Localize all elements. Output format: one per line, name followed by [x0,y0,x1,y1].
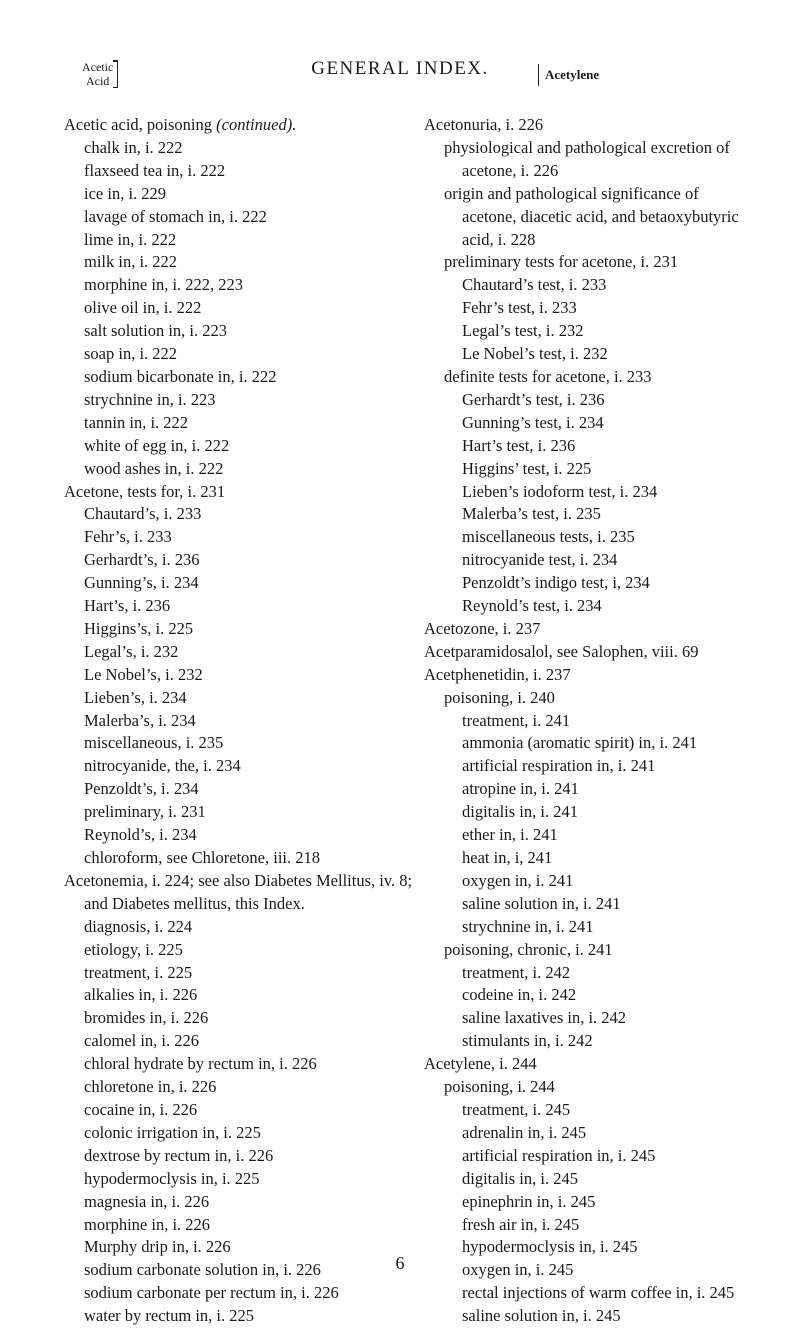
index-entry [424,710,756,733]
index-entry [64,1099,416,1122]
index-entry-text: Legal’s test, i. 232 [462,321,584,341]
index-entry [64,595,416,618]
index-entry [64,389,416,412]
index-entry [424,962,756,985]
index-entry-text: treatment, i. 225 [84,962,193,982]
index-entry-text: olive oil in, i. 222 [84,298,202,318]
index-entry [64,1305,416,1328]
index-entry [424,618,756,641]
index-entry-text: adrenalin in, i. 245 [462,1122,587,1142]
index-entry [64,526,416,549]
index-entry [424,916,756,939]
index-entry [424,1305,756,1328]
index-entry-text: poisoning, i. 244 [444,1077,555,1097]
index-entry-text: preliminary, i. 231 [84,802,206,822]
index-entry [424,641,756,664]
index-entry [64,687,416,710]
index-entry-text: sodium carbonate per rectum in, i. 226 [84,1283,339,1303]
guide-word-left-line2: Acid [85,74,110,88]
index-entry-text: Acetonemia, i. 224; see also Diabetes Mellitus, iv. 8; and Diabetes mellitus, this Index. [64,870,413,913]
index-entry-text: Le Nobel’s, i. 232 [84,664,203,684]
index-entry [64,618,416,641]
running-title: GENERAL INDEX. [311,58,489,79]
index-entry-text: tannin in, i. 222 [84,412,189,432]
index-entry-text: magnesia in, i. 226 [84,1191,210,1211]
index-entry [424,137,756,183]
index-entry [424,1191,756,1214]
index-entry [424,412,756,435]
index-entry [64,984,416,1007]
index-entry [64,1053,416,1076]
index-entry-text: Lieben’s, i. 234 [84,687,187,707]
index-entry [424,801,756,824]
index-entry-text: fresh air in, i. 245 [462,1214,580,1234]
index-entry-text: physiological and pathological excretion of acetone, i. 226 [444,137,730,180]
index-entry-text: bromides in, i. 226 [84,1008,209,1028]
guide-word-right: Acetylene [538,64,599,86]
index-entry-text: colonic irrigation in, i. 225 [84,1122,261,1142]
page-number: 6 [395,1253,405,1273]
index-entry [424,183,756,252]
index-entry-text: Gunning’s test, i. 234 [462,412,604,432]
index-entry [424,458,756,481]
index-entry [424,1282,756,1305]
index-entry [424,755,756,778]
index-entry [64,1214,416,1237]
index-entry-text: heat in, i, 241 [462,848,553,867]
index-entry [424,366,756,389]
index-entry-text: Chautard’s, i. 233 [84,504,202,524]
index-entry-text: Acetonuria, i. 226 [424,115,544,134]
index-entry [64,801,416,824]
index-entry-text: strychnine in, i. 241 [462,916,594,936]
index-entry-text: saline laxatives in, i. 242 [462,1008,627,1028]
index-entry-text: digitalis in, i. 245 [462,1168,578,1188]
index-entry-text: Acetic acid, poisoning [64,115,217,134]
index-entry [64,1122,416,1145]
index-entry-text: atropine in, i. 241 [462,779,579,799]
index-entry-text: treatment, i. 241 [462,710,571,730]
index-entry-text: treatment, i. 242 [462,962,571,982]
index-entry-text: saline solution in, i. 245 [462,1306,621,1326]
index-entry-text: Legal’s, i. 232 [84,641,179,661]
index-entry-text: poisoning, i. 240 [444,687,555,707]
index-column-left [64,114,416,1328]
index-entry [424,274,756,297]
index-entry [424,595,756,618]
index-entry-text: Gerhardt’s, i. 236 [84,550,200,570]
index-entry [424,984,756,1007]
index-entry [64,1191,416,1214]
index-entry-text: wood ashes in, i. 222 [84,458,224,478]
index-entry-text: Higgins’ test, i. 225 [462,458,592,478]
index-entry [64,664,416,687]
index-entry-text: cocaine in, i. 226 [84,1099,198,1119]
index-entry [424,1122,756,1145]
index-entry [424,343,756,366]
index-entry [424,389,756,412]
index-entry [64,274,416,297]
index-entry-text: salt solution in, i. 223 [84,321,228,341]
index-entry-text: etiology, i. 225 [84,939,183,959]
index-entry [64,572,416,595]
index-entry [64,1168,416,1191]
index-entry-text: hypodermoclysis in, i. 245 [462,1237,638,1257]
index-entry [424,526,756,549]
index-entry-text: sodium carbonate solution in, i. 226 [84,1260,321,1280]
index-entry-text: lime in, i. 222 [84,229,177,249]
index-entry [64,1282,416,1305]
index-entry-text: artificial respiration in, i. 245 [462,1145,656,1165]
index-entry-text: Reynold’s, i. 234 [84,825,197,845]
index-entry [424,1053,756,1076]
index-entry-text: ether in, i. 241 [462,825,558,845]
index-entry [424,503,756,526]
index-entry [424,297,756,320]
index-entry [64,160,416,183]
index-entry [64,366,416,389]
index-entry [64,1030,416,1053]
index-entry [64,732,416,755]
index-entry [64,343,416,366]
index-entry-text: chloroform, see Chloretone, iii. 218 [84,848,320,867]
index-entry-text: Reynold’s test, i. 234 [462,596,602,616]
index-entry [424,893,756,916]
index-entry [64,962,416,985]
index-entry-text: strychnine in, i. 223 [84,389,216,409]
index-entry [64,1076,416,1099]
index-entry [424,1099,756,1122]
index-entry-text: diagnosis, i. 224 [84,916,193,936]
index-entry [64,412,416,435]
index-entry-text: oxygen in, i. 245 [462,1260,574,1280]
index-entry-text: miscellaneous tests, i. 235 [462,527,635,547]
index-entry-text: Penzoldt’s, i. 234 [84,779,199,799]
index-entry [64,481,416,504]
index-entry [64,251,416,274]
index-entry-continued: (continued). [216,115,297,134]
index-entry [424,481,756,504]
index-entry [64,847,416,870]
index-entry-text: chloral hydrate by rectum in, i. 226 [84,1054,317,1074]
index-entry-text: Higgins’s, i. 225 [84,618,194,638]
index-entry-text: ammonia (aromatic spirit) in, i. 241 [462,733,698,753]
index-entry [64,641,416,664]
index-entry [64,549,416,572]
index-entry-text: miscellaneous, i. 235 [84,733,224,753]
index-entry-text: morphine in, i. 222, 223 [84,275,244,295]
index-entry-text: treatment, i. 245 [462,1099,571,1119]
index-entry-text: chalk in, i. 222 [84,137,183,157]
index-entry [424,549,756,572]
index-entry [424,1145,756,1168]
index-entry-text: Fehr’s, i. 233 [84,527,172,547]
index-entry-text: alkalies in, i. 226 [84,985,198,1005]
index-entry-text: nitrocyanide test, i. 234 [462,550,618,570]
index-entry-text: chloretone in, i. 226 [84,1077,217,1097]
index-entry [64,183,416,206]
index-entry-text: Acetphenetidin, i. 237 [424,664,571,684]
index-entry [424,870,756,893]
index-entry-text: Acetone, tests for, i. 231 [64,481,226,501]
index-entry-text: sodium bicarbonate in, i. 222 [84,366,277,386]
index-entry-text: calomel in, i. 226 [84,1031,200,1051]
index-entry-text: water by rectum in, i. 225 [84,1306,254,1326]
index-entry-text: stimulants in, i. 242 [462,1031,593,1051]
index-entry-text: Hart’s, i. 236 [84,596,171,616]
index-entry-text: nitrocyanide, the, i. 234 [84,756,241,776]
index-entry-text: rectal injections of warm coffee in, i. 245 [462,1283,735,1303]
index-entry-text: white of egg in, i. 222 [84,435,230,455]
index-entry-text: dextrose by rectum in, i. 226 [84,1145,274,1165]
index-entry [64,870,416,916]
index-entry-text: Le Nobel’s test, i. 232 [462,344,608,364]
index-entry [424,251,756,274]
index-entry-text: Acetparamidosalol, see Salophen, viii. 69 [424,641,699,661]
index-entry [64,824,416,847]
index-entry [424,1007,756,1030]
index-entry-text: Acetozone, i. 237 [424,618,541,638]
index-entry [424,732,756,755]
index-entry-text: artificial respiration in, i. 241 [462,756,656,776]
index-entry [64,916,416,939]
index-entry-text: flaxseed tea in, i. 222 [84,160,226,180]
index-entry [64,206,416,229]
guide-word-left-line1: Acetic [82,60,114,74]
index-entry [424,847,756,870]
index-entry-text: saline solution in, i. 241 [462,893,621,913]
index-entry-text: definite tests for acetone, i. 233 [444,366,652,386]
index-entry-text: Hart’s test, i. 236 [462,435,576,455]
index-entry [424,114,756,137]
index-entry [424,435,756,458]
index-entry-text: Acetylene, i. 244 [424,1054,537,1074]
index-entry-text: Malerba’s, i. 234 [84,710,196,730]
index-entry-text: milk in, i. 222 [84,252,178,272]
index-entry-text: Gerhardt’s test, i. 236 [462,389,605,409]
index-entry-text: origin and pathological significance of acetone, diacetic acid, and betaoxybutyric acid, i. 228 [444,183,739,249]
index-entry [424,1168,756,1191]
index-entry [64,710,416,733]
index-entry [64,1145,416,1168]
index-entry-text: Chautard’s test, i. 233 [462,275,607,295]
index-entry-text: codeine in, i. 242 [462,985,577,1005]
index-entry-text: poisoning, chronic, i. 241 [444,939,613,959]
index-entry [64,137,416,160]
index-entry [424,664,756,687]
index-entry [64,939,416,962]
index-entry [424,320,756,343]
index-entry [424,1076,756,1099]
index-entry-text: Murphy drip in, i. 226 [84,1237,231,1257]
index-entry-text: Penzoldt’s indigo test, i, 234 [462,573,650,593]
index-entry-text: Gunning’s, i. 234 [84,573,199,593]
index-entry [64,458,416,481]
index-entry-text: Lieben’s iodoform test, i. 234 [462,481,658,501]
index-entry-text: preliminary tests for acetone, i. 231 [444,252,679,272]
index-entry [424,778,756,801]
index-entry [64,503,416,526]
index-entry [64,229,416,252]
index-entry-text: morphine in, i. 226 [84,1214,211,1234]
page-header [0,58,800,108]
index-entry [64,297,416,320]
index-entry-text: digitalis in, i. 241 [462,802,578,822]
index-entry [424,939,756,962]
index-entry [64,114,416,137]
index-entry-text: Fehr’s test, i. 233 [462,298,577,318]
index-entry-text: lavage of stomach in, i. 222 [84,206,267,226]
index-entry [424,572,756,595]
index-entry-text: oxygen in, i. 241 [462,870,574,890]
index-entry [64,1007,416,1030]
index-entry [424,1214,756,1237]
index-entry [64,435,416,458]
index-entry [64,755,416,778]
index-entry [424,824,756,847]
index-entry-text: epinephrin in, i. 245 [462,1191,596,1211]
index-entry-text: ice in, i. 229 [84,183,167,203]
index-entry [424,687,756,710]
index-entry [64,778,416,801]
index-entry [424,1030,756,1053]
index-entry-text: soap in, i. 222 [84,344,178,364]
index-entry-text: hypodermoclysis in, i. 225 [84,1168,260,1188]
index-entry-text: Malerba’s test, i. 235 [462,504,601,524]
index-entry [64,320,416,343]
index-column-right [424,114,756,1328]
